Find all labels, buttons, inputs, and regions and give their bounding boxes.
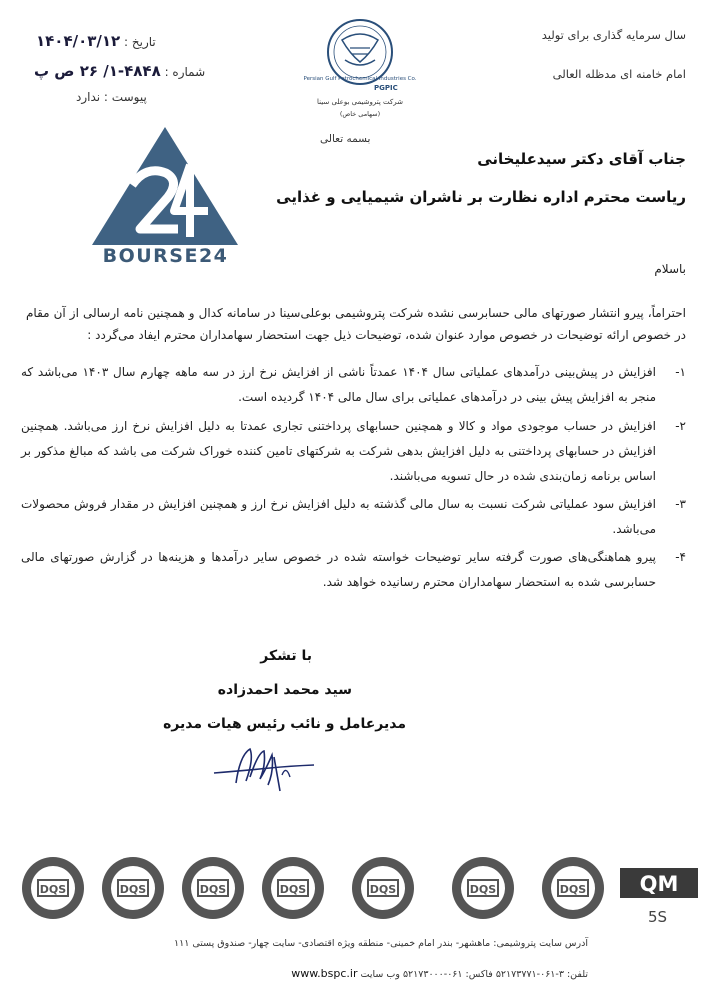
list-item-text: پیرو هماهنگی‌های صورت گرفته سایر توضیحات خواسته شده در خصوص سایر درآمدها و هزینه‌ها در گزارش صورتهای مالی حسابرسی شده به استحضار سهامداران محترم رسانیده خواهد شد.	[21, 550, 656, 589]
addressee-title: ریاست محترم اداره نظارت بر ناشران شیمیایی و غذایی	[276, 188, 686, 206]
footer-phones: تلفن: ۳-۰۶۱-۵۲۱۷۳۷۷۱ فاکس: ۰۶۱-۵۲۱۷۳۰۰۰ وب سایت	[360, 969, 588, 980]
number-label: شماره :	[164, 65, 206, 79]
company-logo-en: Persian Gulf Petrochemical Industries Co.	[303, 76, 417, 82]
dqs-label: DQS	[559, 883, 587, 896]
leader-name: امام خامنه ای مدظله العالی	[552, 67, 686, 81]
footer-address: آدرس سایت پتروشیمی: ماهشهر- بندر امام خمینی- منطقه ویژه اقتصادی- سایت چهار- صندوق پستی ۱۱۱	[174, 938, 588, 949]
dqs-badge	[540, 855, 606, 921]
list-item	[21, 360, 686, 410]
qm-label: QM	[639, 872, 679, 896]
company-logo	[290, 10, 430, 125]
list-item-number: ۲-	[675, 419, 686, 433]
signer-name: سید محمد احمدزاده	[217, 682, 352, 698]
dqs-badge	[260, 855, 326, 921]
dqs-certification-icon	[180, 855, 246, 921]
handwritten-signature	[210, 735, 320, 800]
qm-icon	[620, 868, 698, 898]
addressee-name: جناب آقای دکتر سیدعلیخانی	[477, 150, 686, 168]
company-type: (سهامی خاص)	[339, 110, 381, 118]
five-s-label: 5S	[648, 908, 668, 926]
dqs-certification-icon	[100, 855, 166, 921]
dqs-label: DQS	[39, 883, 67, 896]
year-motto: سال سرمایه گذاری برای تولید	[541, 28, 686, 42]
list-item-text: افزایش سود عملیاتی شرکت نسبت به سال مالی گذشته به دلیل افزایش نرخ ارز و همچنین افزایش در مقدار فروش محصولات می‌باشد.	[21, 497, 656, 536]
company-logo-abbr: PGPIC	[374, 84, 398, 92]
dqs-label: DQS	[119, 883, 147, 896]
list-item	[21, 545, 686, 595]
list-item-text: افزایش در پیش‌بینی درآمدهای عملیاتی سال ۱۴۰۴ عمدتاً ناشی از افزایش نرخ ارز در سه ماهه چهارم سال ۱۴۰۳ می‌باشد که منجر به افزایش پیش بینی در درآمدهای عملیاتی برای سال مالی ۱۴۰۴ گردیده است.	[21, 365, 656, 404]
list-item	[21, 492, 686, 542]
dqs-certification-icon	[260, 855, 326, 921]
attachment-row	[76, 90, 147, 104]
greeting: باسلام	[654, 262, 686, 276]
list-item-number: ۳-	[675, 497, 686, 511]
dqs-badge	[20, 855, 86, 921]
date-value: ۱۴۰۴/۰۳/۱۲	[36, 32, 121, 50]
bismillah: بسمه تعالی	[320, 133, 371, 145]
footer-contact	[291, 967, 588, 980]
footer-website-link[interactable]: www.bspc.ir	[291, 967, 358, 980]
bourse24-wordmark: BOURSE24	[102, 245, 229, 267]
dqs-label: DQS	[369, 883, 397, 896]
list-item-text: افزایش در حساب موجودی مواد و کالا و همچنین حسابهای پرداختنی تجاری عمدتا به دلیل افزایش نرخ ارز می‌باشد. همچنین افزایش در حسابهای پرداختنی به دلیل افزایش بدهی شرکت به شرکتهای تامین کننده خوراک شرکت می باشد که مبالغ مذکور بر اساس برنامه زمان‌بندی شده در حال تسویه می‌باشند.	[21, 419, 656, 483]
list-item-number: ۴-	[675, 550, 686, 564]
number-row	[34, 62, 205, 80]
signature-icon	[210, 735, 320, 800]
signer-title: مدیرعامل و نائب رئیس هیات مدیره	[163, 716, 406, 732]
dqs-badge	[350, 855, 416, 921]
dqs-label: DQS	[469, 883, 497, 896]
date-row	[36, 32, 156, 50]
intro-paragraph: احتراماً، پیرو انتشار صورتهای مالی حسابرسی نشده شرکت پتروشیمی بوعلی‌سینا در سامانه کدال و همچنین نامه ارسالی از آن مقام در خصوص ارائه توضیحات در خصوص موارد عنوان شده، توضیحات ذیل جهت استحضار سهامداران محترم ایفاد می‌گردد :	[26, 306, 686, 342]
dqs-label: DQS	[199, 883, 227, 896]
dqs-certification-icon	[540, 855, 606, 921]
dqs-badge	[450, 855, 516, 921]
dqs-certification-icon	[20, 855, 86, 921]
dqs-certification-icon	[350, 855, 416, 921]
list-item	[21, 414, 686, 489]
number-value: ۴۸۴۸-۱/ ۲۶ ص پ	[34, 62, 161, 80]
company-logo-icon	[290, 10, 430, 125]
list-item-number: ۱-	[675, 365, 686, 379]
qm-logo	[620, 868, 698, 898]
dqs-label: DQS	[279, 883, 307, 896]
date-label: تاریخ :	[124, 35, 156, 49]
dqs-badge	[100, 855, 166, 921]
company-name: شرکت پتروشیمی بوعلی سینا	[317, 98, 403, 106]
dqs-certification-icon	[450, 855, 516, 921]
bourse24-triangle-icon	[90, 125, 240, 250]
dqs-badge	[180, 855, 246, 921]
closing-thanks: با تشکر	[260, 648, 312, 664]
attachment-label: پیوست : ندارد	[76, 90, 147, 104]
